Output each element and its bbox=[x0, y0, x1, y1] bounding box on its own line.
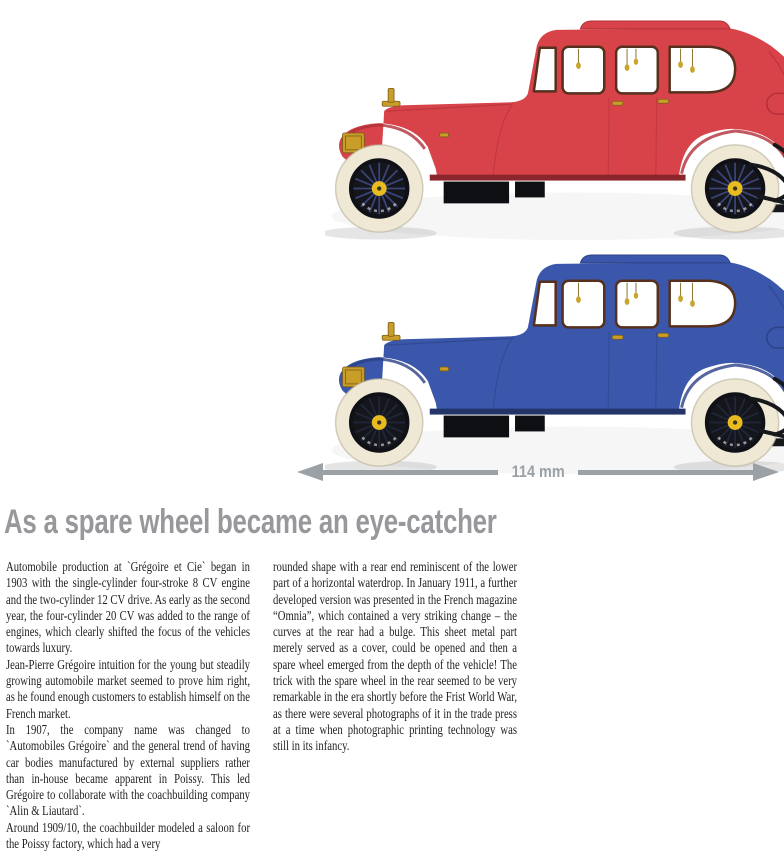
red-car-photo bbox=[325, 18, 784, 246]
headline: As a spare wheel became an eye-catcher bbox=[4, 503, 497, 541]
paragraph: In 1907, the company name was changed to `Automobiles Grégoire` and the general trend of having car bodies manufactured by external suppliers rather than in-house became apparent in Poissy. This led Grégoire to collaborate with the coachbuilding company `Alin & Liautard`. bbox=[6, 722, 250, 820]
dimension-label: 114 mm bbox=[511, 462, 565, 481]
article-column-2 bbox=[273, 560, 517, 756]
arrow-right-head-icon bbox=[753, 463, 779, 481]
blue-car-illustration bbox=[325, 252, 784, 480]
paragraph: Around 1909/10, the coachbuilder modeled a saloon for the Poissy factory, which had a very bbox=[6, 820, 250, 853]
dimension-line-right bbox=[578, 470, 753, 475]
dimension-line-left bbox=[323, 470, 498, 475]
arrow-left-head-icon bbox=[297, 463, 323, 481]
paragraph: Jean-Pierre Grégoire intuition for the young but steadily growing automobile market seemed to prove him right, as he found enough customers to establish himself on the French market. bbox=[6, 657, 250, 722]
article-column-1 bbox=[6, 560, 250, 853]
paragraph: rounded shape with a rear end reminiscent of the lower part of a horizontal waterdrop. In January 1911, a further developed version was presented in the French magazine “Omnia”, which contained a very striking change – the curves at the rear had a bulge. This sheet metal part merely served as a cover, could be opened and then a spare wheel emerged from the depth of the vehicle! The trick with the spare wheel in the rear seemed to be very remarkable in the era shortly before the Frist World War, as there were several photographs of it in the trade press at a time when photographic printing technology was still in its infancy. bbox=[273, 560, 517, 755]
red-car-illustration bbox=[325, 18, 784, 246]
dimension-arrow bbox=[297, 460, 779, 484]
paragraph: Automobile production at `Grégoire et Cie` began in 1903 with the single-cylinder four-stroke 8 CV engine and the two-cylinder 12 CV drive. As early as the second year, the four-cylinder 20 CV was added to the range of engines, which clearly shifted the focus of the vehicles towards luxury. bbox=[6, 560, 250, 657]
blue-car-photo bbox=[325, 252, 784, 480]
